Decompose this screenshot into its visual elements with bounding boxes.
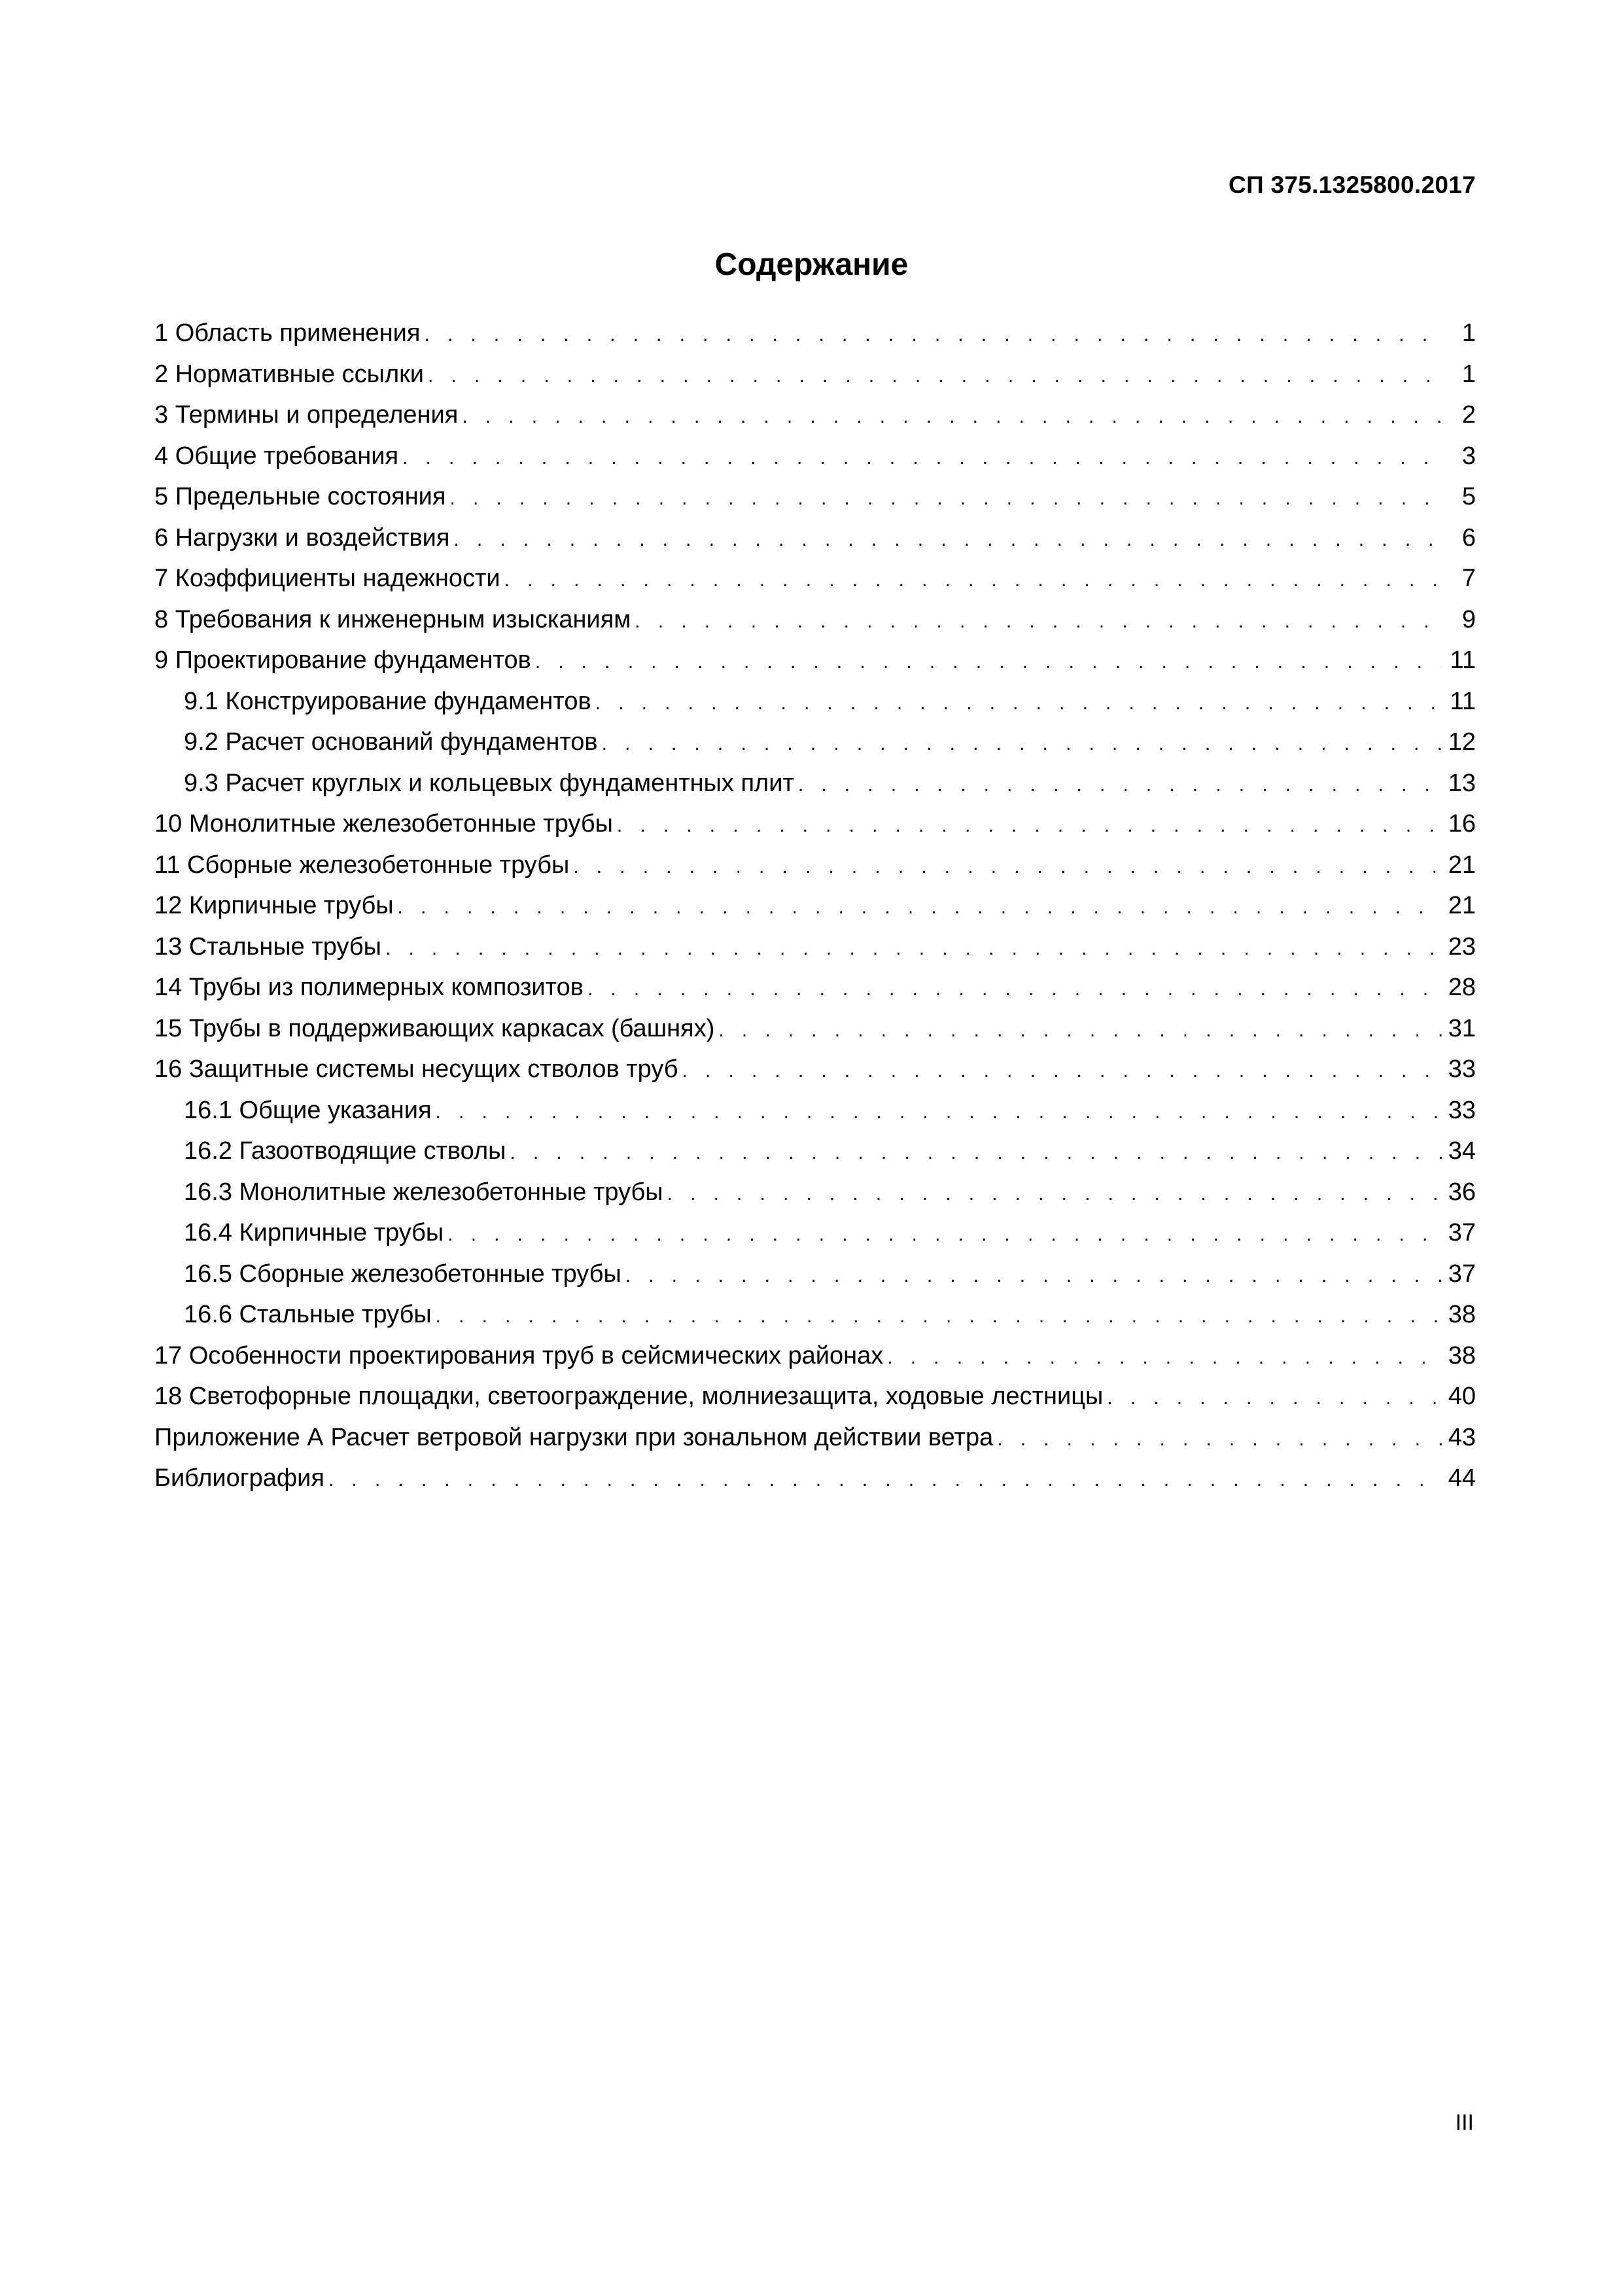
toc-entry-page: 11 (1450, 687, 1476, 715)
dot-leader (436, 1296, 1442, 1335)
toc-entry-label: 16.6 Стальные трубы (184, 1301, 432, 1328)
toc-entry[interactable] (154, 313, 1476, 354)
toc-entry-page: 44 (1448, 1464, 1476, 1492)
toc-entry-label: 17 Особенности проектирования труб в сейсмических районах (154, 1341, 884, 1369)
toc-entry-label: 15 Трубы в поддерживающих каркасах (башнях) (154, 1014, 715, 1042)
toc-subentry[interactable] (154, 1294, 1476, 1335)
toc-entry[interactable] (154, 1417, 1476, 1458)
toc-entry-page: 1 (1461, 319, 1476, 347)
toc-entry-page: 21 (1448, 892, 1476, 919)
toc-subentry[interactable] (154, 1090, 1476, 1131)
toc-entry[interactable] (154, 1335, 1476, 1377)
toc-entry-label: 9.3 Расчет круглых и кольцевых фундаментных плит (184, 769, 794, 797)
toc-subentry[interactable] (154, 763, 1476, 804)
toc-entry-page: 43 (1448, 1423, 1476, 1451)
toc-subentry[interactable] (154, 1131, 1476, 1172)
dot-leader (449, 478, 1442, 518)
toc-entry-page: 1 (1461, 360, 1476, 388)
toc-entry-page: 9 (1461, 605, 1476, 633)
dot-leader (718, 1010, 1442, 1050)
toc-entry-page: 33 (1448, 1055, 1476, 1083)
toc-entry[interactable] (154, 1458, 1476, 1499)
dot-leader (635, 601, 1442, 641)
table-of-contents (154, 313, 1476, 1499)
dot-leader (402, 438, 1442, 477)
dot-leader (595, 683, 1442, 722)
toc-entry-page: 23 (1448, 932, 1476, 961)
dot-leader (798, 765, 1442, 804)
dot-leader (462, 397, 1442, 436)
dot-leader (625, 1256, 1442, 1295)
dot-leader (667, 1174, 1442, 1213)
toc-entry-label: 7 Коэффициенты надежности (154, 565, 500, 592)
toc-entry-page: 13 (1448, 769, 1476, 797)
toc-entry-page: 11 (1450, 646, 1476, 674)
dot-leader (535, 642, 1442, 681)
toc-entry-page: 31 (1448, 1014, 1476, 1042)
toc-entry[interactable] (154, 476, 1476, 518)
toc-subentry[interactable] (154, 1172, 1476, 1213)
toc-entry-label: 16.4 Кирпичные трубы (184, 1219, 444, 1246)
page-number: III (1455, 2110, 1474, 2135)
toc-entry[interactable] (154, 599, 1476, 641)
toc-entry-label: 18 Светофорные площадки, светоограждение, молниезащита, ходовые лестницы (154, 1383, 1104, 1410)
toc-entry-label: 9 Проектирование фундаментов (154, 646, 531, 674)
toc-entry[interactable] (154, 967, 1476, 1008)
toc-entry-page: 5 (1461, 483, 1476, 510)
toc-entry[interactable] (154, 927, 1476, 968)
dot-leader (504, 560, 1442, 599)
document-code: СП 375.1325800.2017 (1229, 171, 1476, 198)
dot-leader (447, 1214, 1442, 1254)
toc-entry[interactable] (154, 558, 1476, 599)
toc-entry-page: 3 (1461, 442, 1476, 470)
toc-entry-page: 12 (1448, 728, 1476, 756)
dot-leader (428, 356, 1442, 395)
toc-entry-label: 16.2 Газоотводящие стволы (184, 1137, 506, 1165)
toc-entry-label: 4 Общие требования (154, 442, 399, 470)
toc-entry-page: 6 (1461, 523, 1476, 552)
toc-entry-page: 38 (1448, 1301, 1476, 1328)
toc-entry-page: 37 (1448, 1219, 1476, 1246)
toc-entry-page: 40 (1448, 1383, 1476, 1410)
dot-leader (385, 928, 1442, 968)
toc-entry[interactable] (154, 1376, 1476, 1417)
toc-entry[interactable] (154, 1008, 1476, 1050)
dot-leader (328, 1460, 1442, 1499)
dot-leader (573, 847, 1442, 886)
toc-entry-label: 11 Сборные железобетонные трубы (154, 851, 570, 879)
toc-entry[interactable] (154, 395, 1476, 436)
toc-entry[interactable] (154, 518, 1476, 559)
toc-entry[interactable] (154, 436, 1476, 477)
toc-entry-label: 12 Кирпичные трубы (154, 892, 394, 919)
toc-entry-label: 16.1 Общие указания (184, 1096, 432, 1124)
toc-entry-label: 6 Нагрузки и воздействия (154, 523, 450, 552)
toc-entry[interactable] (154, 845, 1476, 886)
toc-entry-label: 16.5 Сборные железобетонные трубы (184, 1260, 621, 1288)
toc-entry-page: 37 (1448, 1260, 1476, 1288)
dot-leader (602, 724, 1442, 763)
toc-entry-page: 28 (1448, 974, 1476, 1001)
toc-entry-label: 9.1 Конструирование фундаментов (184, 687, 591, 715)
dot-leader (453, 520, 1442, 559)
toc-entry[interactable] (154, 804, 1476, 845)
toc-title: Содержание (714, 247, 909, 282)
dot-leader (510, 1133, 1442, 1172)
toc-entry-label: 16 Защитные системы несущих стволов труб (154, 1055, 678, 1083)
toc-entry-label: 9.2 Расчет оснований фундаментов (184, 728, 598, 756)
toc-entry-page: 7 (1461, 565, 1476, 592)
toc-entry-page: 36 (1448, 1178, 1476, 1206)
toc-entry-label: 13 Стальные трубы (154, 932, 381, 961)
toc-entry-page: 33 (1448, 1096, 1476, 1124)
dot-leader (617, 805, 1442, 845)
dot-leader (887, 1337, 1442, 1377)
dot-leader (398, 887, 1442, 927)
dot-leader (997, 1419, 1442, 1458)
toc-entry-label: 16.3 Монолитные железобетонные трубы (184, 1178, 663, 1206)
toc-entry-page: 38 (1448, 1341, 1476, 1369)
toc-entry-label: Библиография (154, 1464, 324, 1492)
toc-entry-label: 10 Монолитные железобетонные трубы (154, 810, 613, 838)
toc-entry-label: 5 Предельные состояния (154, 483, 446, 510)
toc-entry-label: 1 Область применения (154, 319, 421, 347)
toc-subentry[interactable] (154, 1212, 1476, 1254)
toc-entry-label: 2 Нормативные ссылки (154, 360, 424, 388)
dot-leader (587, 969, 1442, 1008)
toc-entry-label: 3 Термины и определения (154, 401, 459, 429)
toc-subentry[interactable] (154, 681, 1476, 722)
toc-entry-page: 16 (1448, 810, 1476, 838)
toc-entry-page: 34 (1448, 1137, 1476, 1165)
toc-entry[interactable] (154, 885, 1476, 927)
dot-leader (682, 1051, 1442, 1090)
toc-subentry[interactable] (154, 1254, 1476, 1295)
dot-leader (436, 1092, 1442, 1131)
toc-entry-label: 8 Требования к инженерным изысканиям (154, 605, 631, 633)
toc-entry-page: 2 (1461, 401, 1476, 429)
dot-leader (424, 315, 1442, 354)
toc-entry[interactable] (154, 640, 1476, 681)
toc-entry-page: 21 (1448, 851, 1476, 879)
toc-entry-label: 14 Трубы из полимерных композитов (154, 974, 584, 1001)
toc-entry[interactable] (154, 354, 1476, 395)
toc-entry[interactable] (154, 1049, 1476, 1090)
toc-subentry[interactable] (154, 722, 1476, 763)
toc-entry-label: Приложение А Расчет ветровой нагрузки при зональном действии ветра (154, 1423, 994, 1451)
dot-leader (1107, 1378, 1442, 1417)
